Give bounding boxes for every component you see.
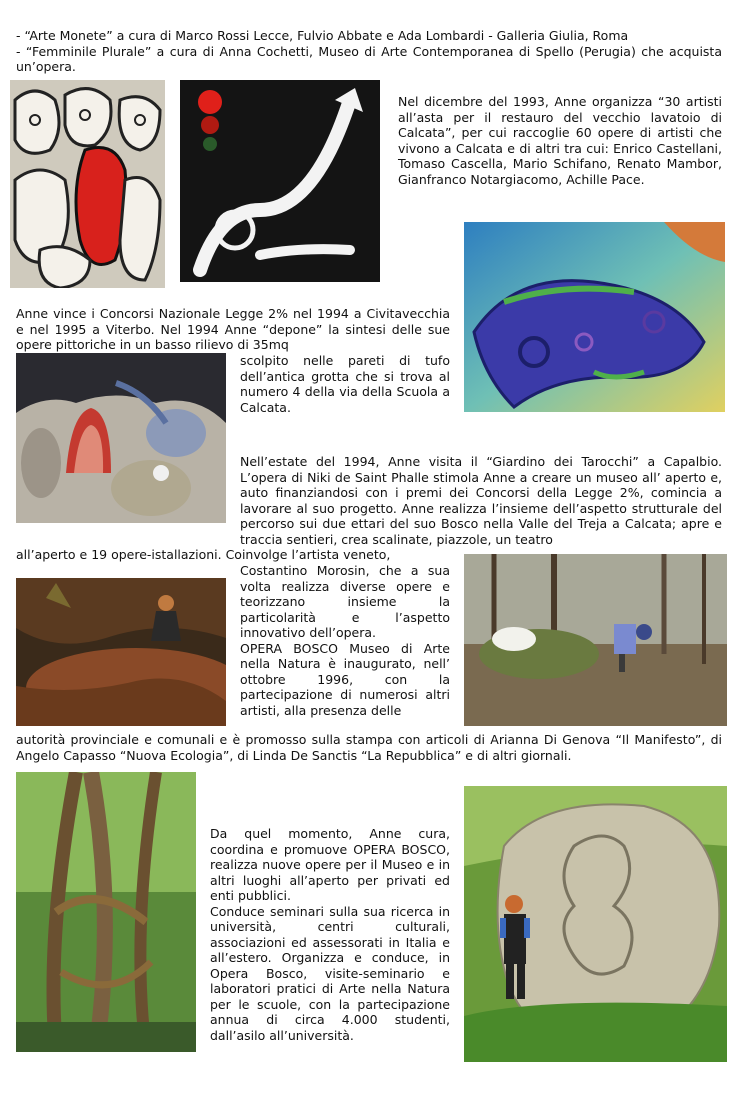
cave-relief-photo — [16, 353, 226, 523]
museum-origin-text-b: all’aperto e 19 opere-istallazioni. Coinvolge l’artista veneto, — [16, 547, 391, 562]
museum-origin-paragraph — [240, 454, 722, 547]
seminars-text: Conduce seminari sulla sua ricerca in università, centri culturali, associazioni ed assessorati in Italia e all’estero. Organizza e conduce, in Opera Bosco, visite-seminario e laboratori pratici di Arte nella Natura per le scuole, con la partecipazione annua di circa 4.000 studenti, dall’asilo all’università. — [210, 903, 450, 1043]
auction-paragraph — [398, 94, 722, 187]
intro-text — [16, 28, 722, 75]
auction-paragraph-text: Nel dicembre del 1993, Anne organizza “30 artisti all’asta per il restauro del vecchio lavatoio di Calcata”, per cui raccoglie 60 opere di artisti che vivono a Calcata e di altri tra cui: Enrico Castellani, Tomaso Cascella, Mario Schifano, Renato Mambor, Gianfranco Notargiacomo, Achille Pace. — [398, 94, 722, 187]
forest-work-photo — [16, 578, 226, 726]
press-text: autorità provinciale e comunali e è promosso sulla stampa con articoli di Arianna Di Genova “Il Manifesto”, di Angelo Capasso “Nuova Ecologia”, di Linda De Sanctis “La Repubblica” e di altri giornali. — [16, 732, 722, 763]
woods-with-dog-photo — [464, 554, 727, 726]
twisted-trees-photo — [16, 772, 196, 1052]
morosin-text: Costantino Morosin, che a sua volta realizza diverse opere e teorizzano insieme la particolarità e l’aspetto innovativo dell’opera. — [240, 563, 450, 640]
museum-origin-text-a: Nell’estate del 1994, Anne visita il “Giardino dei Tarocchi” a Capalbio. L’opera di Niki de Saint Phalle stimola Anne a creare un museo all’ aperto e, auto finanziandosi con i premi dei Concorsi della Legge 2%, comincia a lavorare al suo progetto. Anne realizza l’insieme dell’aspetto strutturale del percorso sui due ettari del suo Bosco nella Valle del Treja a Calcata; apre e traccia sentieri, crea scalinate, piazzole, un teatro — [240, 454, 722, 547]
carved-rock-portrait-photo — [464, 786, 727, 1062]
curation-text: Da quel momento, Anne cura, coordina e promuove OPERA BOSCO, realizza nuove opere per il Museo e in altri luoghi all’aperto per privati ed enti pubblici. — [210, 826, 450, 903]
relief-paragraph — [240, 353, 450, 415]
painting-traffic-light-arrow-image — [180, 80, 380, 282]
intro-line-arte-monete: - “Arte Monete” a cura di Marco Rossi Lecce, Fulvio Abbate e Ada Lombardi - Galleria Giulia, Roma — [16, 28, 629, 43]
painting-white-figures-image — [10, 80, 165, 288]
museum-origin-line — [16, 547, 450, 563]
intro-line-femminile-plurale: - “Femminile Plurale” a cura di Anna Cochetti, Museo di Arte Contemporanea di Spello (Perugia) che acquista un’opera. — [16, 43, 722, 74]
morosin-paragraph — [240, 563, 450, 718]
relief-paragraph-text: scolpito nelle pareti di tufo dell’antica grotta che si trova al numero 4 della via della Scuola a Calcata. — [240, 353, 450, 415]
contest-paragraph — [16, 306, 450, 353]
contest-paragraph-text-a: Anne vince i Concorsi Nazionale Legge 2% nel 1994 a Civitavecchia e nel 1995 a Viterbo. Nel 1994 Anne “depone” la sintesi delle sue opere pittoriche in un basso rilievo di 35mq — [16, 306, 450, 352]
inauguration-text: OPERA BOSCO Museo di Arte nella Natura è inaugurato, nell’ ottobre 1996, con la partecipazione di numerosi altri artisti, alla presenza delle — [240, 640, 450, 718]
curation-paragraph — [210, 826, 450, 1043]
press-paragraph — [16, 732, 722, 763]
painting-blue-form-image — [464, 222, 725, 412]
